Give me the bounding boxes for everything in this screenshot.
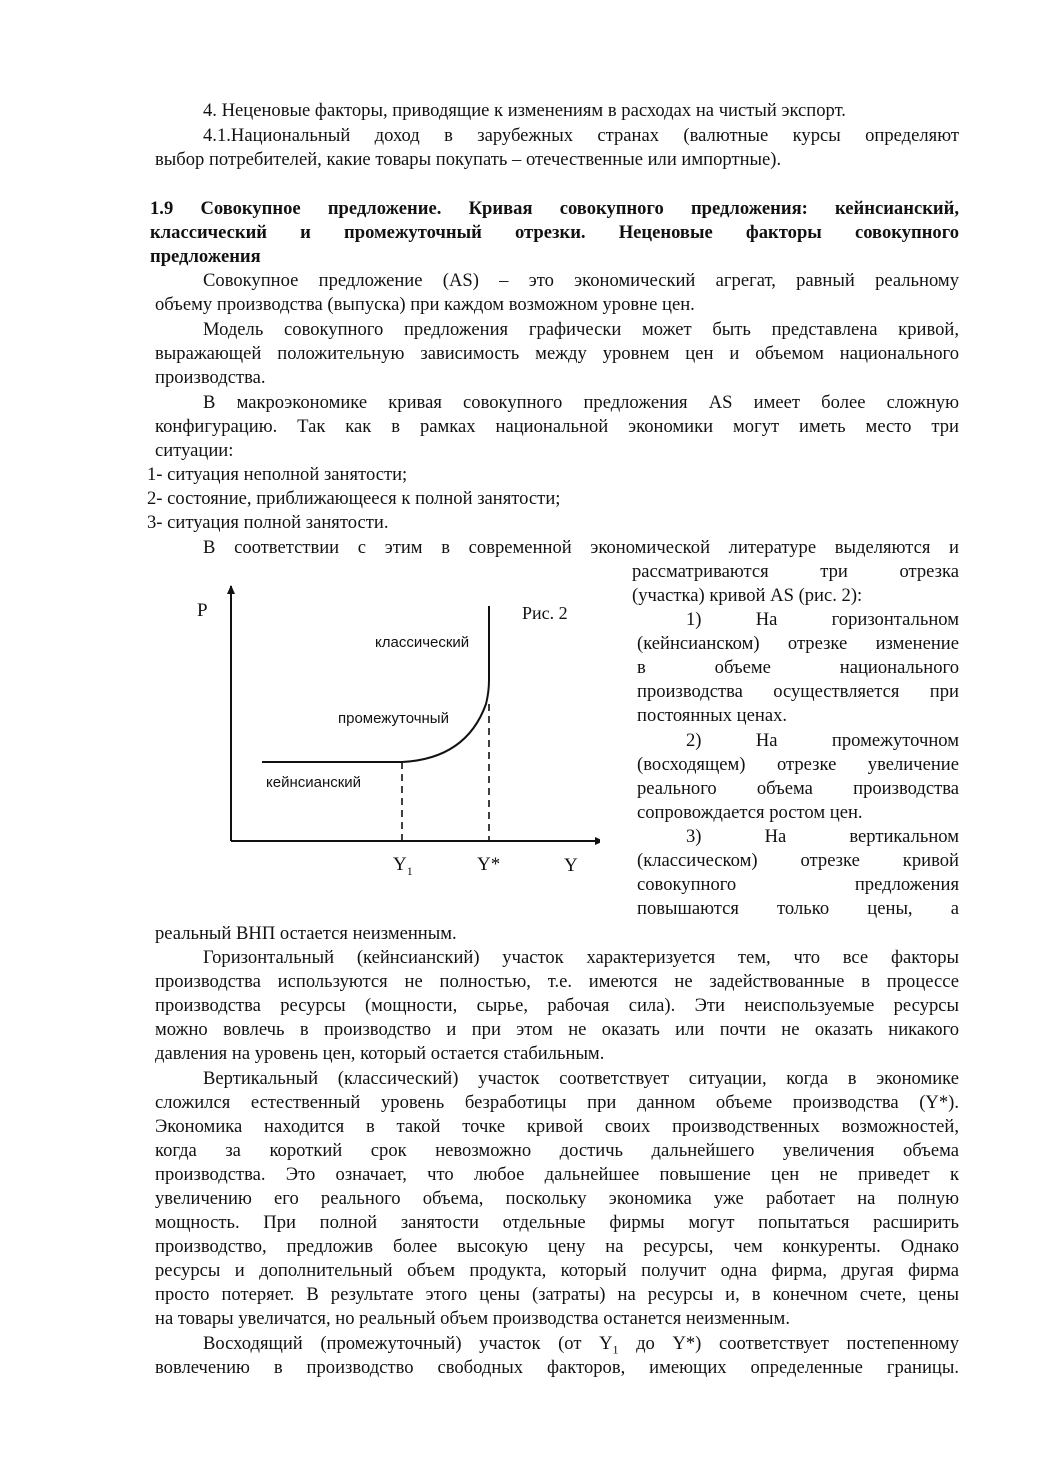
side-text-line: в объеме национального bbox=[637, 657, 959, 678]
situation-item: 2- состояние, приближающееся к полной занятости; bbox=[147, 488, 561, 509]
side-text-line: (кейнсианском) отрезке изменение bbox=[637, 633, 959, 654]
y-axis-label: P bbox=[197, 600, 208, 621]
paragraph-line: мощность. При полной занятости отдельные фирмы могут попытаться расширить bbox=[155, 1212, 959, 1233]
paragraph-7-subscript: 1 bbox=[612, 1342, 619, 1357]
segment-label-keynesian: кейнсианский bbox=[266, 774, 362, 791]
list-item-4: 4. Неценовые факторы, приводящие к изменениям в расходах на чистый экспорт. bbox=[203, 100, 846, 121]
paragraph-line: когда за короткий срок невозможно достичь дальнейшего увеличения объема bbox=[155, 1140, 959, 1161]
side-text-line: (классическом) отрезке кривой bbox=[637, 850, 959, 871]
paragraph-line: Вертикальный (классический) участок соответствует ситуации, когда в экономике bbox=[203, 1068, 959, 1089]
paragraph-line: вовлечению в производство свободных факторов, имеющих определенные границы. bbox=[155, 1357, 959, 1378]
paragraph-line: давления на уровень цен, который остается стабильным. bbox=[155, 1043, 605, 1064]
side-text-line: сопровождается ростом цен. bbox=[637, 802, 863, 823]
side-text-line: (восходящем) отрезке увеличение bbox=[637, 754, 959, 775]
paragraph-line: реальный ВНП остается неизменным. bbox=[155, 923, 457, 944]
side-text-line: повышаются только цены, а bbox=[637, 898, 959, 919]
paragraph-line: Горизонтальный (кейнсианский) участок характеризуется тем, что все факторы bbox=[203, 947, 959, 968]
paragraph-line: увеличению его реального объема, поскольку экономика уже работает на полную bbox=[155, 1188, 959, 1209]
paragraph-line: производства. bbox=[155, 367, 266, 388]
paragraph-line: Модель совокупного предложения графически может быть представлена кривой, bbox=[203, 319, 959, 340]
paragraph-line: производство, предложив более высокую цену на ресурсы, чем конкуренты. Однако bbox=[155, 1236, 959, 1257]
paragraph-line: производства используются не полностью, т.е. имеются не задействованные в процессе bbox=[155, 971, 959, 992]
x-axis-label: Y bbox=[564, 855, 578, 876]
section-heading-line: предложения bbox=[150, 246, 261, 267]
paragraph-line: производства ресурсы (мощности, сырье, рабочая сила). Эти неиспользуемые ресурсы bbox=[155, 995, 959, 1016]
as-curve bbox=[262, 606, 489, 762]
side-text-line: (участка) кривой AS (рис. 2): bbox=[632, 585, 863, 606]
segment-label-classical: классический bbox=[375, 634, 470, 651]
x-tick-y1-sub: 1 bbox=[406, 864, 413, 878]
side-text-line: производства осуществляется при bbox=[637, 681, 959, 702]
as-curve-figure bbox=[180, 578, 600, 888]
x-tick-ystar: Y* bbox=[477, 854, 501, 875]
segment-label-intermediate: промежуточный bbox=[338, 710, 449, 727]
side-text-line: совокупного предложения bbox=[637, 874, 959, 895]
paragraph-line: производства. Это означает, что любое дальнейшее повышение цен не приведет к bbox=[155, 1164, 959, 1185]
paragraph-line: ресурсы и дополнительный объем продукта, который получит одна фирма, другая фирма bbox=[155, 1260, 959, 1281]
situation-item: 1- ситуация неполной занятости; bbox=[147, 464, 408, 485]
paragraph-line: сложился естественный уровень безработицы при данном объеме производства (Y*). bbox=[155, 1092, 959, 1113]
paragraph-line: Экономика находится в такой точке кривой своих производственных возможностей, bbox=[155, 1116, 959, 1137]
side-list-item-2: 2) На промежуточном bbox=[686, 730, 959, 751]
paragraph-line: конфигурацию. Так как в рамках национальной экономики могут иметь место три bbox=[155, 416, 959, 437]
side-text-line: постоянных ценах. bbox=[637, 705, 788, 726]
paragraph-line: выражающей положительную зависимость между уровнем цен и объемом национального bbox=[155, 343, 959, 364]
side-list-item-1: 1) На горизонтальном bbox=[686, 609, 959, 630]
section-heading-line: 1.9 Совокупное предложение. Кривая совокупного предложения: кейнсианский, bbox=[150, 198, 959, 219]
figure-caption: Рис. 2 bbox=[522, 603, 568, 623]
side-text-line: реального объема производства bbox=[637, 778, 959, 799]
paragraph-line: объему производства (выпуска) при каждом возможном уровне цен. bbox=[155, 294, 695, 315]
paragraph-line: В макроэкономике кривая совокупного предложения AS имеет более сложную bbox=[203, 392, 959, 413]
paragraph-line: можно вовлечь в производство и при этом не оказать или почти не оказать никакого bbox=[155, 1019, 959, 1040]
paragraph-line: В соответствии с этим в современной экономической литературе выделяются и bbox=[203, 537, 959, 558]
side-text-line: рассматриваются три отрезка bbox=[632, 561, 959, 582]
paragraph-line: ситуации: bbox=[155, 440, 234, 461]
paragraph-7-text: до Y*) соответствует постепенному bbox=[618, 1333, 959, 1354]
side-list-item-3: 3) На вертикальном bbox=[686, 826, 959, 847]
x-tick-y1-main: Y bbox=[393, 854, 407, 875]
x-tick-y1 bbox=[393, 854, 413, 878]
paragraph-line: на товары увеличатся, но реальный объем производства останется неизменным. bbox=[155, 1308, 790, 1329]
situation-item: 3- ситуация полной занятости. bbox=[147, 512, 389, 533]
paragraph-7-text: Восходящий (промежуточный) участок (от Y bbox=[203, 1333, 613, 1354]
list-item-4-1-line: выбор потребителей, какие товары покупать – отечественные или импортные). bbox=[155, 149, 782, 170]
list-item-4-1-line: 4.1.Национальный доход в зарубежных странах (валютные курсы определяют bbox=[203, 125, 959, 146]
paragraph-line: просто потеряет. В результате этого цены (затраты) на ресурсы и, в конечном счете, цены bbox=[155, 1284, 959, 1305]
section-heading-line: классический и промежуточный отрезки. Неценовые факторы совокупного bbox=[150, 222, 959, 243]
paragraph-line: Совокупное предложение (AS) – это экономический агрегат, равный реальному bbox=[203, 270, 959, 291]
paragraph-line bbox=[203, 1335, 959, 1356]
